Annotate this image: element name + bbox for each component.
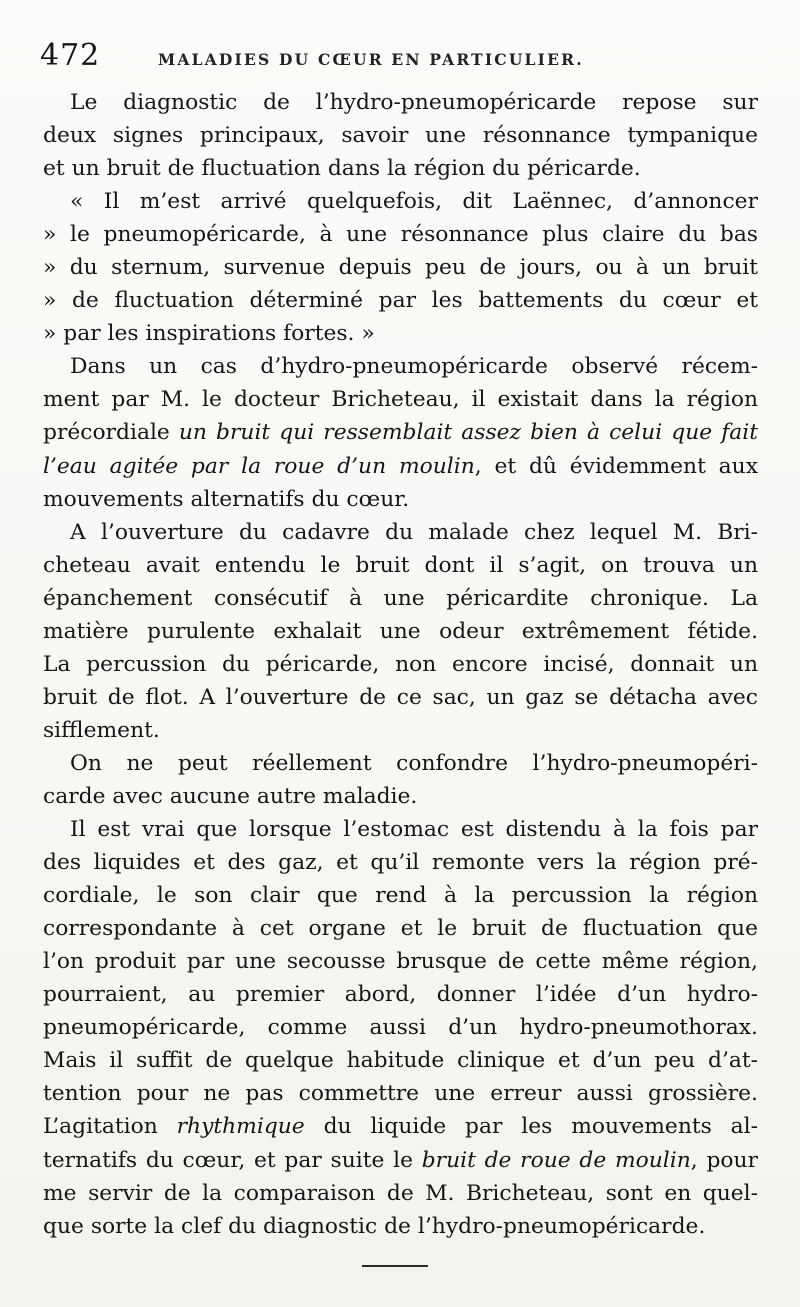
footer-rule <box>362 1265 428 1267</box>
text-run: ternatifs du cœur, et par suite le <box>43 1147 422 1173</box>
text-line: carde avec aucune autre maladie. <box>43 783 418 809</box>
text-line: des liquides et des gaz, et qu’il remonte vers la région pré- <box>43 850 758 876</box>
text-line: Il est vrai que lorsque l’estomac est distendu à la fois par <box>70 817 758 843</box>
text-run: L’agitation <box>43 1114 177 1140</box>
text-run: du liquide par les mouvements al- <box>304 1114 758 1140</box>
text-line <box>43 1110 758 1143</box>
text-line: épanchement consécutif à une péricardite chronique. La <box>43 585 758 611</box>
text-line: pourraient, au premier abord, donner l’idée d’un hydro- <box>43 982 758 1008</box>
italic-text: rhythmique <box>176 1114 305 1140</box>
text-line: » de fluctuation déterminé par les battements du cœur et <box>43 288 758 314</box>
page-header <box>40 38 760 78</box>
text-line: deux signes principaux, savoir une résonnance tympanique <box>43 123 758 149</box>
text-line: Mais il suffit de quelque habitude clinique et d’un peu d’at- <box>43 1048 758 1074</box>
text-line: Dans un cas d’hydro-pneumopéricarde observé récem- <box>70 354 758 380</box>
text-line: La percussion du péricarde, non encore incisé, donnait un <box>43 651 758 677</box>
text-line: tention pour ne pas commettre une erreur aussi grossière. <box>43 1081 758 1107</box>
text-line <box>43 450 758 483</box>
text-line: cordiale, le son clair que rend à la percussion la région <box>43 883 758 909</box>
text-line: ment par M. le docteur Bricheteau, il existait dans la région <box>43 387 758 413</box>
text-line: et un bruit de fluctuation dans la région du péricarde. <box>43 156 641 182</box>
page-number: 472 <box>40 38 101 73</box>
text-line: « Il m’est arrivé quelquefois, dit Laënnec, d’annoncer <box>70 189 758 215</box>
running-title: MALADIES DU CŒUR EN PARTICULIER. <box>158 50 584 69</box>
text-run: , pour <box>690 1147 758 1173</box>
italic-text: l’eau agitée par la roue d’un moulin <box>43 453 475 479</box>
text-run: , et dû évidemment aux <box>474 453 758 479</box>
text-line: pneumopéricarde, comme aussi d’un hydro-pneumothorax. <box>43 1015 758 1041</box>
text-line: Le diagnostic de l’hydro-pneumopéricarde repose sur <box>70 90 758 115</box>
italic-text: un bruit qui ressemblait assez bien à celui que fait <box>178 420 758 446</box>
text-line: » par les inspirations fortes. » <box>43 321 375 347</box>
text-line: correspondante à cet organe et le bruit de fluctuation que <box>43 916 758 942</box>
text-line: sifflement. <box>43 717 160 743</box>
text-line <box>43 416 758 449</box>
text-line: bruit de flot. A l’ouverture de ce sac, un gaz se détacha avec <box>43 684 758 710</box>
text-line: cheteau avait entendu le bruit dont il s’agit, on trouva un <box>43 552 758 578</box>
text-line: l’on produit par une secousse brusque de cette même région, <box>43 949 758 975</box>
text-line: A l’ouverture du cadavre du malade chez lequel M. Bri- <box>70 519 758 545</box>
text-line: que sorte la clef du diagnostic de l’hydro-pneumopéricarde. <box>43 1213 706 1239</box>
text-run: précordiale <box>43 420 179 446</box>
text-line <box>43 1144 758 1177</box>
text-line: » le pneumopéricarde, à une résonnance plus claire du bas <box>43 222 758 248</box>
text-line: mouvements alternatifs du cœur. <box>43 486 410 512</box>
text-line: me servir de la comparaison de M. Bricheteau, sont en quel- <box>43 1180 758 1206</box>
text-line: On ne peut réellement confondre l’hydro-pneumopéri- <box>70 750 758 776</box>
italic-text: bruit de roue de moulin <box>421 1147 691 1173</box>
text-line: » du sternum, survenue depuis peu de jours, ou à un bruit <box>43 255 758 281</box>
text-line: matière purulente exhalait une odeur extrêmement fétide. <box>43 618 758 644</box>
body-text <box>43 86 758 1243</box>
